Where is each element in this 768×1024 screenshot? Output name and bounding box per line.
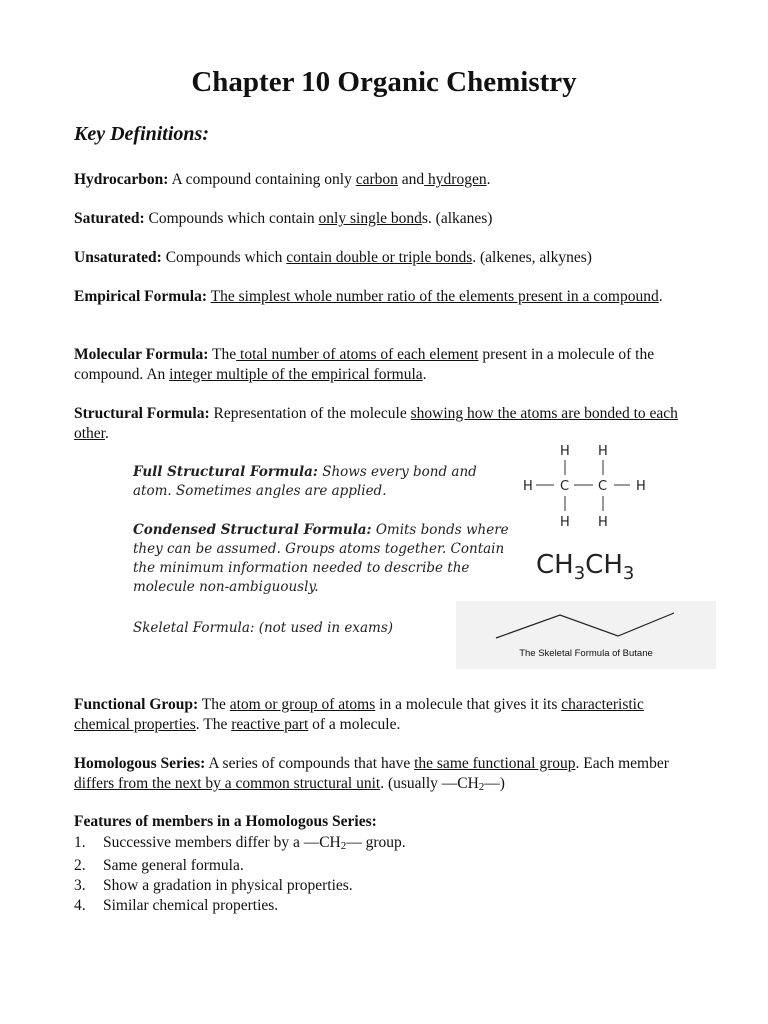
underlined-text: only single bond xyxy=(318,210,422,227)
list-item xyxy=(74,856,406,876)
term: Molecular Formula: xyxy=(74,346,209,363)
definition-condensed-structural-formula xyxy=(133,521,525,597)
text: Omits bonds where they can be assumed. Groups atoms together. Contain the minimum information needed to describe the molecule non-ambiguously. xyxy=(133,522,509,595)
list-number: 4. xyxy=(74,897,86,914)
page-title: Chapter 10 Organic Chemistry xyxy=(191,66,577,98)
underlined-text: hydrogen xyxy=(424,171,487,188)
definition-saturated xyxy=(74,209,699,229)
list-item xyxy=(74,876,406,896)
text: in a molecule that gives it its xyxy=(375,696,562,713)
text: and xyxy=(397,171,425,188)
underlined-text: carbon xyxy=(355,171,398,188)
atom-c-left: C xyxy=(560,479,570,494)
underlined-text: contain double or triple bonds xyxy=(286,249,473,266)
subscript: 2 xyxy=(478,781,485,793)
text: Compounds which contain xyxy=(144,210,319,227)
underlined-text: the same functional group xyxy=(414,755,576,772)
list-text: — group. xyxy=(346,834,406,851)
term: Structural Formula: xyxy=(74,405,210,422)
term: Full Structural Formula: xyxy=(133,464,318,480)
list-text: Same general formula. xyxy=(103,857,244,874)
underlined-text: integer multiple of the empirical formula xyxy=(169,366,423,383)
list-number: 1. xyxy=(74,834,86,851)
underlined-text: differs from the next by a common structural unit xyxy=(74,775,381,792)
text: . (usually —CH xyxy=(380,775,479,792)
text: present in a molecule of the compound. An xyxy=(74,346,655,383)
underlined-text: total number of atoms of each element xyxy=(236,346,479,363)
text: Compounds which xyxy=(161,249,287,266)
definition-functional-group xyxy=(74,695,699,735)
underlined-text: reactive part xyxy=(231,716,309,733)
key-definitions-heading: Key Definitions: xyxy=(74,123,209,145)
atom-h-top-right: H xyxy=(598,444,608,459)
definition-empirical-formula xyxy=(74,287,699,307)
subscript: 2 xyxy=(340,840,347,852)
text: Shows every bond and atom. Sometimes angles are applied. xyxy=(133,464,477,499)
definition-structural-formula xyxy=(74,404,699,444)
text: . xyxy=(105,425,109,442)
condensed-formula-ethane xyxy=(536,550,634,584)
atom-c-right: C xyxy=(598,479,608,494)
skeletal-formula-image xyxy=(456,601,716,669)
text: s. (alkanes) xyxy=(421,210,493,227)
term: Condensed Structural Formula: xyxy=(133,522,372,538)
text: . xyxy=(422,366,427,383)
text: . (alkenes, alkynes) xyxy=(472,249,592,266)
text: of a molecule. xyxy=(308,716,401,733)
features-heading: Features of members in a Homologous Series: xyxy=(74,813,377,830)
text: —) xyxy=(484,775,505,792)
term: Hydrocarbon: xyxy=(74,171,169,188)
term: Homologous Series: xyxy=(74,755,206,772)
skeletal-caption: The Skeletal Formula of Butane xyxy=(519,648,653,659)
list-text: Similar chemical properties. xyxy=(103,897,279,914)
text: . Each member xyxy=(575,755,669,772)
list-item xyxy=(74,896,406,916)
list-text: Successive members differ by a —CH xyxy=(103,834,341,851)
text: The xyxy=(208,346,237,363)
underlined-text: atom or group of atoms xyxy=(229,696,376,713)
term: Saturated: xyxy=(74,210,145,227)
definition-molecular-formula xyxy=(74,345,699,385)
term: Unsaturated: xyxy=(74,249,162,266)
atom-h-bottom-right: H xyxy=(598,515,608,530)
atom-h-left: H xyxy=(523,479,533,494)
text: . The xyxy=(195,716,232,733)
definition-unsaturated xyxy=(74,248,699,268)
text: . xyxy=(486,171,491,188)
text: The xyxy=(198,696,230,713)
term: Empirical Formula: xyxy=(74,288,208,305)
formula-part: CH xyxy=(536,550,574,580)
list-item xyxy=(74,833,406,856)
underlined-text: showing how the atoms are bonded to each other xyxy=(74,405,678,442)
features-list xyxy=(74,833,406,916)
text: A compound containing only xyxy=(168,171,356,188)
definition-hydrocarbon xyxy=(74,170,699,190)
formula-subscript: 3 xyxy=(573,563,586,584)
atom-h-bottom-left: H xyxy=(560,515,570,530)
ethane-full-structure-diagram xyxy=(516,440,656,532)
skeletal-chain xyxy=(496,613,674,638)
list-number: 2. xyxy=(74,857,86,874)
underlined-text: characteristic chemical properties xyxy=(74,696,644,733)
underlined-text: The simplest whole number ratio of the elements present in a compound xyxy=(210,288,659,305)
text: Representation of the molecule xyxy=(209,405,411,422)
term: Functional Group: xyxy=(74,696,199,713)
formula-subscript: 3 xyxy=(622,563,635,584)
text: . xyxy=(658,288,663,305)
definition-homologous-series xyxy=(74,754,699,797)
list-number: 3. xyxy=(74,877,86,894)
definition-full-structural-formula xyxy=(133,463,503,501)
butane-skeletal-diagram xyxy=(456,601,716,645)
atom-h-right: H xyxy=(636,479,646,494)
list-text: Show a gradation in physical properties. xyxy=(103,877,353,894)
formula-part: CH xyxy=(585,550,623,580)
atom-h-top-left: H xyxy=(560,444,570,459)
skeletal-formula-note: Skeletal Formula: (not used in exams) xyxy=(133,620,394,636)
text: A series of compounds that have xyxy=(205,755,415,772)
